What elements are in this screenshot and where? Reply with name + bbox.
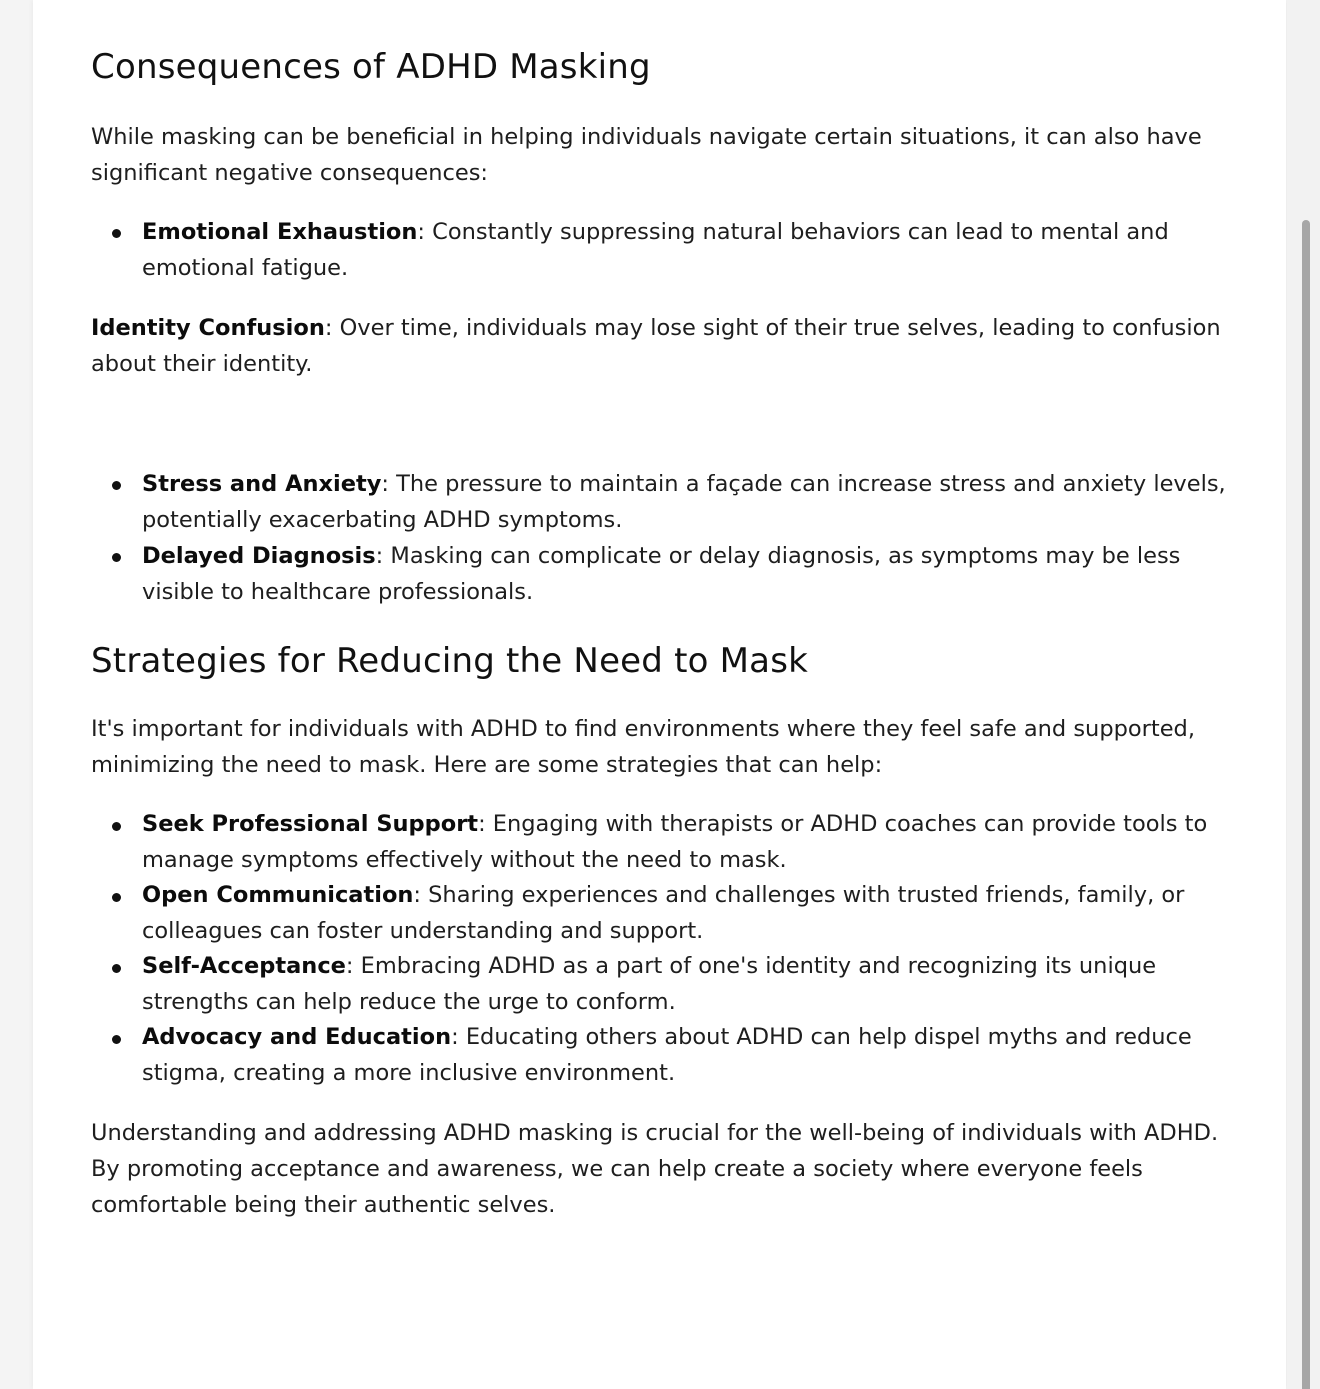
list-item [91,1020,1241,1091]
item-term: Open Communication [142,882,414,908]
item-text: : Engaging with therapists or ADHD coaches can provide tools to manage symptoms effectively without the need to mask. [142,811,1208,873]
item-text: : The pressure to maintain a façade can increase stress and anxiety levels, potentially exacerbating ADHD symptoms. [142,471,1226,533]
bullet-icon [112,822,121,831]
consequences-list-b [91,466,1241,610]
item-term: Advocacy and Education [142,1024,452,1050]
list-item [91,949,1241,1020]
item-term: Stress and Anxiety [142,471,382,497]
bullet-icon [112,1035,121,1044]
bullet-icon [112,964,121,973]
conclusion-paragraph: Understanding and addressing ADHD masking is crucial for the well-being of individuals with ADHD. By promoting acceptance and awareness, we can help create a society where everyone feels comfortable being their authentic selves. [91,1120,1219,1218]
scrollbar-thumb[interactable] [1302,220,1310,1389]
item-text: : Embracing ADHD as a part of one's identity and recognizing its unique strengths can help reduce the urge to conform. [142,953,1157,1015]
list-item [91,214,1241,286]
bullet-icon [112,553,121,562]
consequences-intro: While masking can be beneficial in helping individuals navigate certain situations, it can also have significant negative consequences: [91,124,1202,186]
strategies-list [91,807,1241,1091]
item-text: : Over time, individuals may lose sight of their true selves, leading to confusion about their identity. [91,315,1221,377]
item-term: Delayed Diagnosis [142,543,376,569]
item-text: : Masking can complicate or delay diagnosis, as symptoms may be less visible to healthcare professionals. [142,543,1181,605]
bullet-icon [112,893,121,902]
list-item [91,466,1241,538]
item-term: Self-Acceptance [142,953,346,979]
identity-confusion-paragraph [91,310,1241,382]
item-text: : Constantly suppressing natural behaviors can lead to mental and emotional fatigue. [142,219,1169,281]
bullet-icon [112,229,121,238]
heading-strategies: Strategies for Reducing the Need to Mask [91,641,809,681]
item-term: Identity Confusion [91,315,325,341]
bullet-icon [112,481,121,490]
item-term: Emotional Exhaustion [142,219,418,245]
article-page [33,0,1286,1389]
list-item [91,538,1241,610]
item-term: Seek Professional Support [142,811,479,837]
list-item [91,878,1241,949]
item-text: : Sharing experiences and challenges with trusted friends, family, or colleagues can foster understanding and support. [142,882,1185,944]
list-item [91,807,1241,878]
heading-consequences: Consequences of ADHD Masking [91,47,651,87]
item-text: : Educating others about ADHD can help dispel myths and reduce stigma, creating a more inclusive environment. [142,1024,1192,1086]
consequences-list-a [91,214,1241,286]
strategies-intro: It's important for individuals with ADHD to find environments where they feel safe and supported, minimizing the need to mask. Here are some strategies that can help: [91,716,1195,778]
